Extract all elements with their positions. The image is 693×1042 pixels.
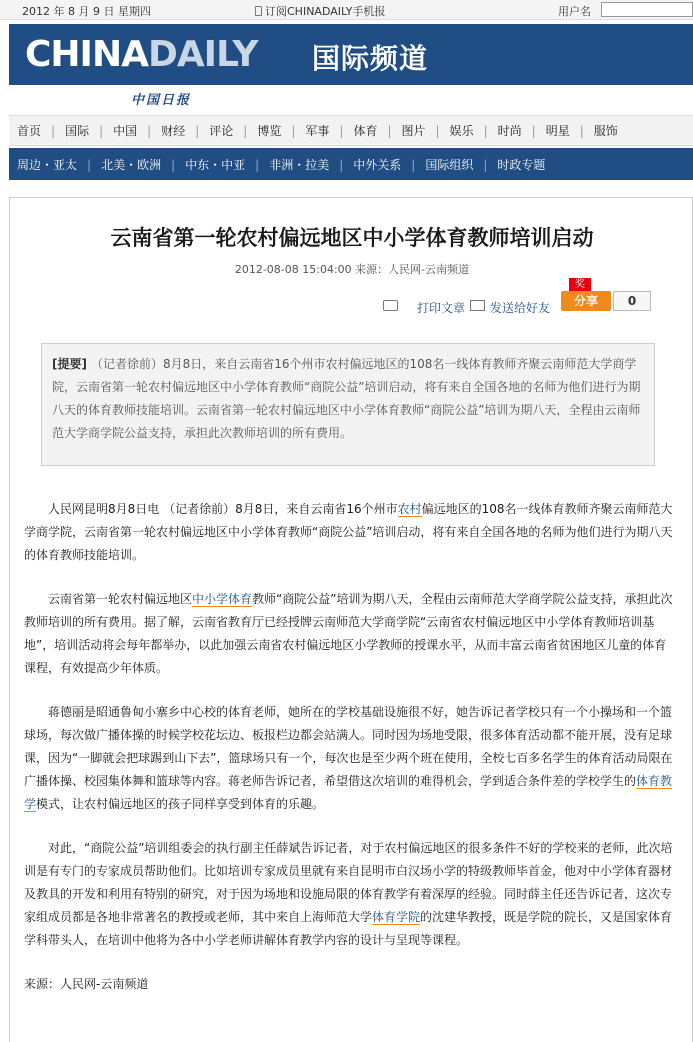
- main-nav-item[interactable]: [17, 122, 65, 139]
- subscribe-label: 订阅CHINADAILY手机报: [265, 5, 386, 18]
- article-meta: 2012-08-08 15:04:00 来源：人民网-云南频道: [234, 263, 470, 276]
- site-banner: [9, 24, 693, 85]
- nav-separator: |: [483, 124, 488, 138]
- region-nav-item[interactable]: [269, 156, 353, 173]
- comment-icon[interactable]: [383, 300, 398, 311]
- nav-separator: |: [387, 124, 392, 138]
- nav-separator: |: [147, 124, 152, 138]
- nav-separator: |: [339, 124, 344, 138]
- nav-separator: |: [483, 157, 488, 172]
- main-nav-item[interactable]: [257, 122, 305, 139]
- article-title: 云南省第一轮农村偏远地区中小学体育教师培训启动: [110, 225, 594, 250]
- region-nav-item-label[interactable]: 周边・亚太: [17, 157, 78, 172]
- nav-separator: |: [99, 124, 104, 138]
- sub-logo-strip: [9, 85, 693, 111]
- main-nav-item-label[interactable]: 国际: [65, 124, 90, 138]
- nav-separator: |: [411, 157, 416, 172]
- summary-text: （记者徐前）8月8日，来自云南省16个州市农村偏远地区的108名一线体育教师齐聚云南师范大学商学院，云南省第一轮农村偏远地区中小学体育教师“商院公益”培训启动，将有来自全国各地的名师为他们进行为期八天的体育教师技能培训。云南省第一轮农村偏远地区中小学体育教师“商院公益”培训为期八天，全程由云南师范大学商学院公益支持，承担此次教师培训的所有费用。: [52, 357, 641, 440]
- main-nav-item-label[interactable]: 娱乐: [449, 124, 474, 138]
- main-nav-item-label[interactable]: 图片: [401, 124, 426, 138]
- region-nav-item-label[interactable]: 北美・欧洲: [101, 157, 162, 172]
- main-nav-item-label[interactable]: 评论: [209, 124, 234, 138]
- zhongguo-ribao-logo: 中国日报: [131, 93, 192, 108]
- region-nav: [9, 148, 693, 180]
- main-nav-item-label[interactable]: 明星: [545, 124, 570, 138]
- region-nav-item[interactable]: [497, 156, 545, 173]
- main-nav-item[interactable]: [546, 122, 594, 139]
- nav-separator: |: [579, 124, 584, 138]
- username-label: 用户名: [558, 5, 591, 18]
- username-input[interactable]: [601, 2, 693, 17]
- nav-separator: |: [339, 157, 344, 172]
- nav-separator: |: [195, 124, 200, 138]
- keyword-link-pe-college[interactable]: 体育学院: [372, 910, 421, 924]
- keyword-link-rural[interactable]: 农村: [397, 502, 422, 516]
- date-text: 2012 年 8 月 9 日 星期四: [22, 5, 151, 18]
- article-summary: [41, 343, 655, 466]
- award-badge: 奖: [569, 278, 591, 291]
- main-nav-item-label[interactable]: 财经: [161, 124, 186, 138]
- nav-separator: |: [171, 157, 176, 172]
- paragraph-1: 人民网昆明8月8日电 （记者徐前）8月8日，来自云南省16个州市农村偏远地区的108名一线体育教师齐聚云南师范大学商学院，云南省第一轮农村偏远地区中小学体育教师“商院公益”培训启动，将有来自全国各地的名师为他们进行为期八天的体育教师技能培训。: [24, 502, 673, 562]
- summary-tag: [提要]: [52, 357, 87, 371]
- main-nav-item-label[interactable]: 服饰: [593, 124, 618, 138]
- main-nav-item-label[interactable]: 博览: [257, 124, 282, 138]
- region-nav-item-label[interactable]: 时政专题: [497, 157, 546, 172]
- region-nav-item-label[interactable]: 非洲・拉美: [269, 157, 330, 172]
- nav-separator: |: [243, 124, 248, 138]
- keyword-link-school-pe[interactable]: 中小学体育: [192, 592, 253, 606]
- main-nav-item[interactable]: [161, 122, 209, 139]
- keyword-link-pe-teaching[interactable]: 体育教学: [24, 774, 673, 811]
- region-nav-item[interactable]: [17, 156, 101, 173]
- main-nav-item-label[interactable]: 中国: [113, 124, 138, 138]
- send-to-friend-link[interactable]: 发送给好友: [490, 301, 551, 315]
- main-nav: [9, 115, 693, 146]
- main-nav-item[interactable]: [209, 122, 257, 139]
- region-nav-item[interactable]: [425, 156, 497, 173]
- main-nav-item[interactable]: [498, 122, 546, 139]
- nav-separator: |: [531, 124, 536, 138]
- article-source: 来源：人民网-云南频道: [24, 977, 149, 991]
- nav-separator: |: [291, 124, 296, 138]
- main-nav-item[interactable]: [65, 122, 113, 139]
- nav-separator: |: [51, 124, 56, 138]
- main-nav-item[interactable]: [113, 122, 161, 139]
- phone-icon: [255, 6, 262, 16]
- main-nav-item[interactable]: [305, 122, 353, 139]
- chinadaily-logo[interactable]: CHINADAILY: [25, 34, 258, 75]
- main-nav-item[interactable]: [402, 122, 450, 139]
- main-nav-item-label[interactable]: 军事: [305, 124, 330, 138]
- paragraph-2: 云南省第一轮农村偏远地区中小学体育教师“商院公益”培训为期八天，全程由云南师范大学商学院公益支持，承担此次教师培训的所有费用。据了解，云南省教育厅已经授牌云南师范大学商学院“云南省农村偏远地区中小学体育教师培训基地”，培训活动将会每年都举办，以此加强云南省农村偏远地区小学教师的授课水平，从而丰富云南省贫困地区儿童的体育课程，有效提高少年体质。: [24, 592, 673, 675]
- main-nav-item[interactable]: [594, 122, 618, 139]
- share-count: 0: [613, 291, 651, 311]
- top-bar: [0, 0, 693, 20]
- paragraph-3: 蒋德丽是昭通鲁甸小寨乡中心校的体育老师，她所在的学校基础设施很不好，她告诉记者学校只有一个小操场和一个篮球场，每次做广播体操的时候学校花坛边、板报栏边都会站满人。同时因为场地受限，很多体育活动都不能开展，没有足球课，因为“一脚就会把球踢到山下去”，篮球场只有一个，每次也是至少两个班在使用，全校七百多名学生的体育活动局限在广播体操、校园集体舞和篮球等内容。蒋老师告诉记者，希望借这次培训的难得机会，学到适合条件差的学校学生的体育教学模式，让农村偏远地区的孩子同样享受到体育的乐趣。: [24, 705, 673, 811]
- nav-separator: |: [87, 157, 92, 172]
- main-nav-item-label[interactable]: 体育: [353, 124, 378, 138]
- share-button[interactable]: 分享: [561, 291, 611, 311]
- nav-separator: |: [255, 157, 260, 172]
- nav-separator: |: [435, 124, 440, 138]
- article-tools: [10, 278, 693, 318]
- region-nav-item-label[interactable]: 中东・中亚: [185, 157, 246, 172]
- paragraph-4: 对此，“商院公益”培训组委会的执行副主任薛斌告诉记者，对于农村偏远地区的很多条件不好的学校来的老师，此次培训是有专门的专家成员帮助他们。比如培训专家成员里就有来自昆明市白汉场小学的特级教师毕首金，他对中小学体育器材及教具的开发和利用有特别的研究，对于因为场地和设施局限的体育教学有着深厚的经验。同时薛主任还告诉记者，这次专家组成员都是各地非常著名的教授或老师，其中来自上海师范大学体育学院的沈建华教授，既是学院的院长，又是国家体育学科带头人，在培训中他将为各中小学老师讲解体育教学内容的设计与呈现等课程。: [24, 841, 673, 947]
- region-nav-item[interactable]: [185, 156, 269, 173]
- main-nav-item-label[interactable]: 首页: [17, 124, 42, 138]
- main-nav-item-label[interactable]: 时尚: [497, 124, 522, 138]
- region-nav-item[interactable]: [353, 156, 425, 173]
- region-nav-item-label[interactable]: 中外关系: [353, 157, 402, 172]
- region-nav-item-label[interactable]: 国际组织: [425, 157, 474, 172]
- subscribe-link[interactable]: [255, 3, 385, 19]
- region-nav-item[interactable]: [101, 156, 185, 173]
- print-article-link[interactable]: 打印文章: [417, 301, 466, 315]
- main-nav-item[interactable]: [450, 122, 498, 139]
- main-nav-item[interactable]: [353, 122, 401, 139]
- mail-icon[interactable]: [470, 300, 485, 311]
- channel-title: 国际频道: [312, 42, 429, 75]
- article-body: [24, 498, 678, 1017]
- article-container: [9, 197, 693, 1042]
